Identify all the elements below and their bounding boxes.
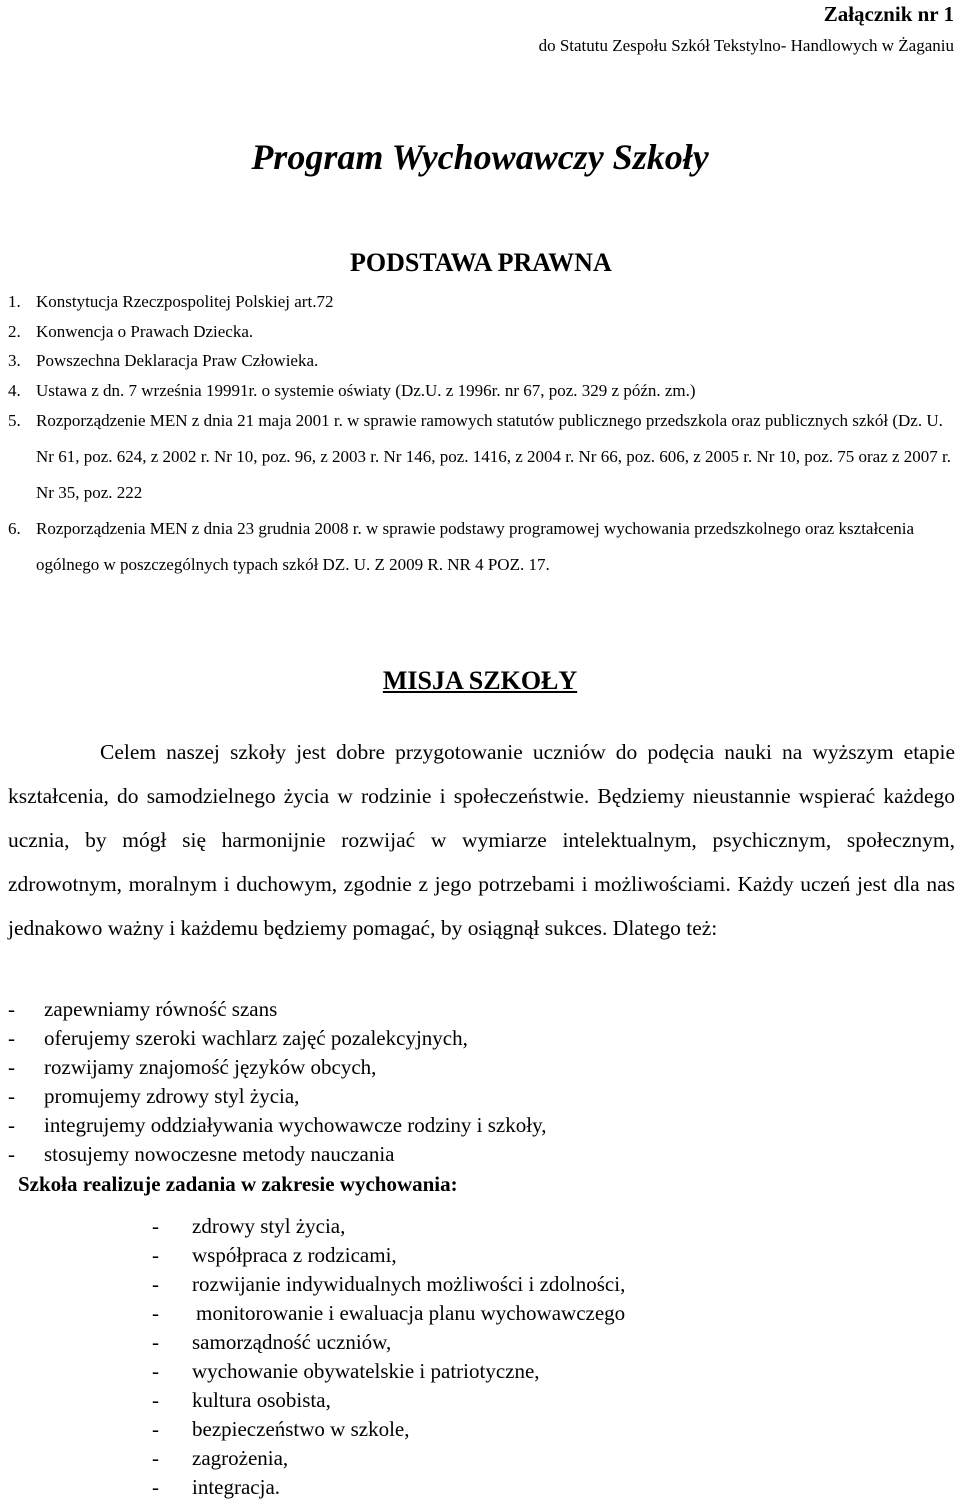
list-dash: - [8, 997, 15, 1021]
list-dash: - [8, 1142, 15, 1166]
list-item-text: wychowanie obywatelskie i patriotyczne, [192, 1359, 540, 1383]
list-item-text: oferujemy szeroki wachlarz zajęć pozalekcyjnych, [44, 1026, 468, 1050]
list-item-text: współpraca z rodzicami, [192, 1243, 397, 1267]
legal-item [8, 317, 958, 347]
document-title: Program Wychowawczy Szkoły [251, 137, 709, 177]
tasks-list [152, 1212, 852, 1502]
legal-item-number: 4. [8, 380, 21, 400]
legal-item [8, 511, 958, 583]
list-item-text: bezpieczeństwo w szkole, [192, 1417, 410, 1441]
list-item [152, 1299, 852, 1328]
list-dash: - [8, 1055, 15, 1079]
list-dash: - [152, 1301, 159, 1325]
list-dash: - [8, 1026, 15, 1050]
list-dash: - [152, 1446, 159, 1470]
list-item [8, 1024, 708, 1053]
list-item [152, 1357, 852, 1386]
tasks-heading: Szkoła realizuje zadania w zakresie wychowania: [18, 1172, 458, 1196]
list-item [152, 1386, 852, 1415]
list-dash: - [8, 1113, 15, 1137]
legal-item [8, 346, 958, 376]
list-item-text: integrujemy oddziaływania wychowawcze rodziny i szkoły, [44, 1113, 547, 1137]
list-item [8, 1053, 708, 1082]
legal-item [8, 403, 958, 511]
legal-item-text: Powszechna Deklaracja Praw Człowieka. [36, 351, 319, 370]
legal-basis-heading: PODSTAWA PRAWNA [350, 248, 612, 277]
list-item [152, 1212, 852, 1241]
list-item-text: zagrożenia, [192, 1446, 289, 1470]
list-item [8, 1140, 708, 1169]
list-dash: - [152, 1417, 159, 1441]
list-dash: - [152, 1388, 159, 1412]
legal-item [8, 287, 958, 317]
legal-item-text: Konwencja o Prawach Dziecka. [36, 321, 254, 341]
list-dash: - [152, 1243, 159, 1267]
list-item-text: zapewniamy równość szans [44, 997, 278, 1021]
list-item [152, 1270, 852, 1299]
list-dash: - [152, 1272, 159, 1296]
annex-subtitle: do Statutu Zespołu Szkół Tekstylno- Handlowych w Żaganiu [538, 36, 954, 55]
list-item-text: zdrowy styl życia, [192, 1214, 346, 1238]
list-item [8, 1082, 708, 1111]
legal-item [8, 376, 958, 406]
list-item [8, 1111, 708, 1140]
legal-item-number: 3. [8, 351, 21, 370]
mission-paragraph: Celem naszej szkoły jest dobre przygotowanie uczniów do podęcia nauki na wyższym etapie kształcenia, do samodzielnego życia w rodzinie i społeczeństwie. Będziemy nieustannie wspierać każdego ucznia, by mógł się harmonijnie rozwijać w wymiarze intelektualnym, psychicznym, społecznym, zdrowotnym, moralnym i duchowym, zgodnie z jego potrzebami i możliwościami. Każdy uczeń jest dla nas jednakowo ważny i każdemu będziemy pomagać, by osiągnął sukces. Dlatego też: [8, 740, 955, 940]
list-item-text: stosujemy nowoczesne metody nauczania [44, 1142, 395, 1166]
legal-item-text: Rozporządzenia MEN z dnia 23 grudnia 2008 r. w sprawie podstawy programowej wychowania przedszkolnego oraz kształcenia ogólnego w poszczególnych typach szkół DZ. U. Z 2009 R. NR 4 POZ. 17. [36, 519, 915, 574]
list-item [152, 1473, 852, 1502]
list-dash: - [8, 1084, 15, 1108]
list-dash: - [152, 1359, 159, 1383]
legal-item-number: 2. [8, 321, 21, 341]
annex-title: Załącznik nr 1 [823, 2, 954, 26]
list-item [152, 1328, 852, 1357]
list-item-text: rozwijanie indywidualnych możliwości i zdolności, [192, 1272, 626, 1296]
list-dash: - [152, 1214, 159, 1238]
list-item-text: rozwijamy znajomość języków obcych, [44, 1055, 377, 1079]
list-item-text: samorządność uczniów, [192, 1330, 392, 1354]
mission-points-list [8, 995, 708, 1169]
legal-item-text: Konstytucja Rzeczpospolitej Polskiej art.72 [36, 292, 334, 311]
list-dash: - [152, 1330, 159, 1354]
list-item-text: promujemy zdrowy styl życia, [44, 1084, 300, 1108]
list-item [152, 1241, 852, 1270]
list-item [152, 1444, 852, 1473]
list-item [8, 995, 708, 1024]
legal-item-text: Ustawa z dn. 7 września 19991r. o systemie oświaty (Dz.U. z 1996r. nr 67, poz. 329 z późn. zm.) [36, 380, 696, 400]
legal-item-number: 5. [8, 411, 21, 430]
list-item-text: integracja. [192, 1475, 281, 1499]
list-item-text: kultura osobista, [192, 1388, 331, 1412]
legal-item-text: Rozporządzenie MEN z dnia 21 maja 2001 r. w sprawie ramowych statutów publicznego przedszkola oraz publicznych szkół (Dz. U. Nr 61, poz. 624, z 2002 r. Nr 10, poz. 96, z 2003 r. Nr 146, poz. 1416, z 2004 r. Nr 66, poz. 606, z 2005 r. Nr 10, poz. 75 oraz z 2007 r. Nr 35, poz. 222 [36, 411, 952, 502]
list-item-text: monitorowanie i ewaluacja planu wychowawczego [196, 1301, 626, 1325]
legal-item-number: 6. [8, 519, 21, 538]
legal-basis-list [8, 287, 958, 583]
legal-item-number: 1. [8, 292, 21, 311]
list-item [152, 1415, 852, 1444]
list-dash: - [152, 1475, 159, 1499]
mission-heading: MISJA SZKOŁY [382, 666, 578, 695]
